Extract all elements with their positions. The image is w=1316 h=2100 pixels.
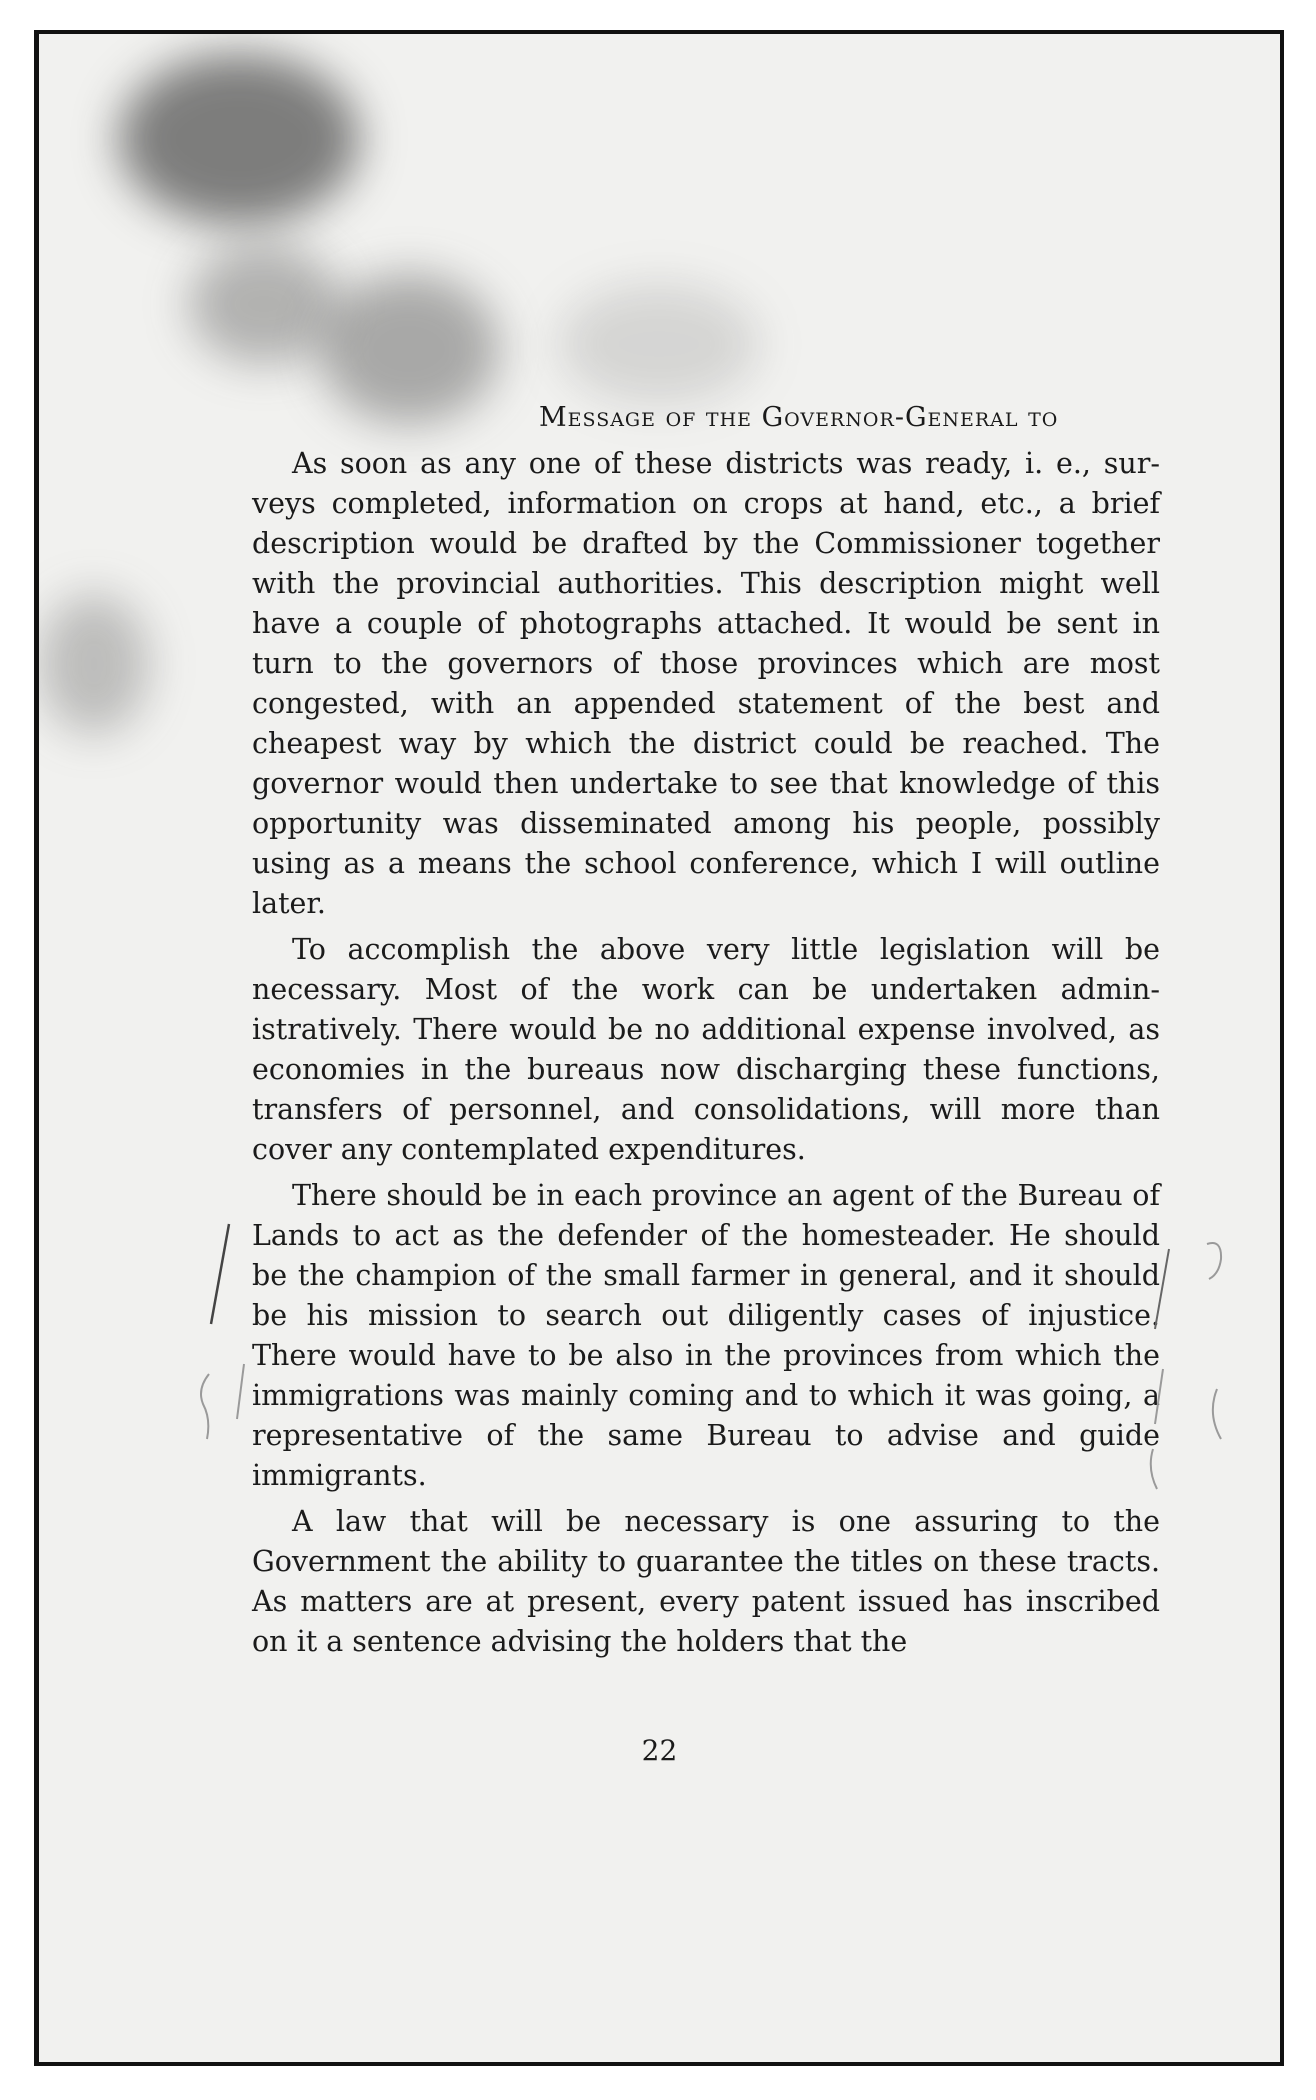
ink-smudge [39, 594, 149, 734]
ink-smudge [119, 54, 359, 224]
paragraph-3: There should be in each province an agent of the Bureau of Lands to act as the defender of the homesteader. He should be the champion of the small farmer in general, and it should be his mission to search out diligently cases of injustice. There would have to be also in the provinces from which the immigrations was mainly coming and to which it was going, a representative of the same Bureau to advise and guide immigrants. [252, 1179, 1160, 1492]
running-header: Message of the Governor-General to [539, 402, 1059, 433]
page-number: 22 [641, 1734, 678, 1767]
book-page [34, 30, 1284, 2066]
paragraph-1: As soon as any one of these districts was ready, i. e., surveys completed, information on crops at hand, etc., a brief description would be drafted by the Commissioner together with the provincial authorities. This description might well have a couple of photographs attached. It would be sent in turn to the governors of those provinces which are most congested, with an appended statement of the best and cheapest way by which the district could be reached. The governor would then undertake to see that knowledge of this opportunity was disseminated among his people, possibly using as a means the school conference, which I will outline later. [252, 447, 1160, 920]
body-text [252, 444, 1160, 1668]
paragraph-4: A law that will be necessary is one assuring to the Government the ability to guarantee the titles on these tracts. As matters are at present, every patent issued has inscribed on it a sentence advising the holders that the [252, 1505, 1160, 1658]
paragraph-2: To accomplish the above very little legislation will be necessary. Most of the work can be undertaken administratively. There would be no additional expense involved, as economies in the bureaus now discharging these functions, transfers of personnel, and consolidations, will more than cover any contemplated expenditures. [252, 933, 1160, 1166]
ink-smudge [189, 244, 339, 364]
ink-smudge [559, 284, 759, 404]
ink-smudge [319, 274, 499, 424]
pencil-margin-mark-right [1147, 1219, 1257, 1519]
